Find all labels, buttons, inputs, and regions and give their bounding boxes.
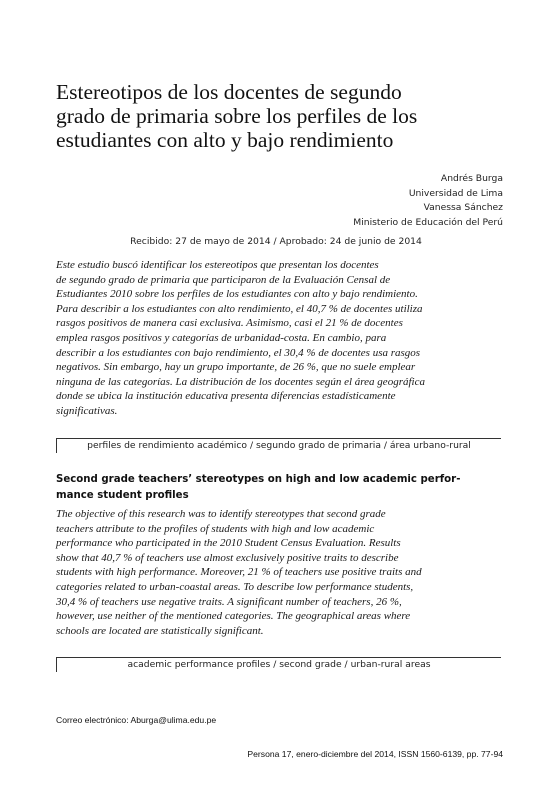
- title-line: estudiantes con alto y bajo rendimiento: [56, 128, 394, 152]
- title-line: Estereotipos de los docentes de segundo: [56, 80, 402, 104]
- author-name: Vanessa Sánchez: [423, 202, 503, 214]
- abstract-line: donde se ubica la institución educativa presenta diferencias estadísticamente: [56, 390, 396, 403]
- abstract-line: categories related to urban-coastal areas. To describe low performance students,: [56, 580, 414, 593]
- author-email: Correo electrónico: Aburga@ulima.edu.pe: [56, 715, 217, 725]
- english-title-line: mance student profiles: [56, 490, 189, 501]
- author-affiliation: Ministerio de Educación del Perú: [353, 216, 503, 228]
- author-block: [353, 172, 503, 230]
- abstract-line: Este estudio buscó identificar los estereotipos que presentan los docentes: [56, 259, 379, 271]
- abstract-spanish: [56, 258, 500, 419]
- abstract-line: performance who participated in the 2010 Student Census Evaluation. Results: [56, 537, 401, 550]
- received-approved-dates: Recibido: 27 de mayo de 2014 / Aprobado: 24 de junio de 2014: [130, 236, 422, 247]
- abstract-line: Estudiantes 2010 sobre los perfiles de los estudiantes con alto y bajo rendimiento.: [56, 288, 418, 301]
- author-affiliation: Universidad de Lima: [408, 187, 503, 199]
- english-title: [56, 472, 500, 504]
- abstract-line: de segundo grado de primaria que participaron de la Evaluación Censal de: [56, 273, 391, 286]
- abstract-line: emplea rasgos positivos y categorías de urbanidad-costa. En cambio, para: [56, 331, 387, 344]
- abstract-line: describir a los estudiantes con bajo rendimiento, el 30,4 % de docentes usa rasgos: [56, 346, 421, 359]
- abstract-line: Para describir a los estudiantes con alto rendimiento, el 40,7 % de docentes utiliza: [56, 302, 423, 315]
- abstract-line: ninguna de las categorías. La distribución de los docentes según el área geográfica: [56, 375, 425, 388]
- abstract-english: [56, 507, 500, 638]
- abstract-line: rasgos positivos de manera casi exclusiva. Asimismo, casi el 21 % de docentes: [56, 317, 403, 330]
- english-title-line: Second grade teachers’ stereotypes on high and low academic perfor-: [56, 474, 461, 485]
- abstract-line: students with high performance. Moreover, 21 % of teachers use positive traits and: [56, 566, 422, 579]
- keywords-english: academic performance profiles / second grade / urban-rural areas: [56, 657, 501, 672]
- abstract-line: 30,4 % of teachers use negative traits. A significant number of teachers, 26 %,: [56, 595, 402, 608]
- abstract-line: The objective of this research was to identify stereotypes that second grade: [56, 508, 386, 520]
- keywords-spanish: perfiles de rendimiento académico / segundo grado de primaria / área urbano-rural: [56, 438, 501, 453]
- author-name: Andrés Burga: [440, 173, 503, 184]
- abstract-line: show that 40,7 % of teachers use almost exclusively positive traits to describe: [56, 551, 399, 564]
- abstract-line: schools are located are statistically significant.: [56, 624, 264, 637]
- journal-footer: Persona 17, enero-diciembre del 2014, ISSN 1560-6139, pp. 77-94: [247, 749, 503, 759]
- abstract-line: teachers attribute to the profiles of students with high and low academic: [56, 522, 375, 535]
- article-title: [56, 80, 496, 152]
- abstract-line: negativos. Sin embargo, hay un grupo importante, de 26 %, que no suele emplear: [56, 361, 416, 374]
- abstract-line: significativas.: [56, 404, 118, 417]
- abstract-line: however, use neither of the mentioned categories. The geographical areas where: [56, 610, 411, 623]
- title-line: grado de primaria sobre los perfiles de los: [56, 104, 418, 128]
